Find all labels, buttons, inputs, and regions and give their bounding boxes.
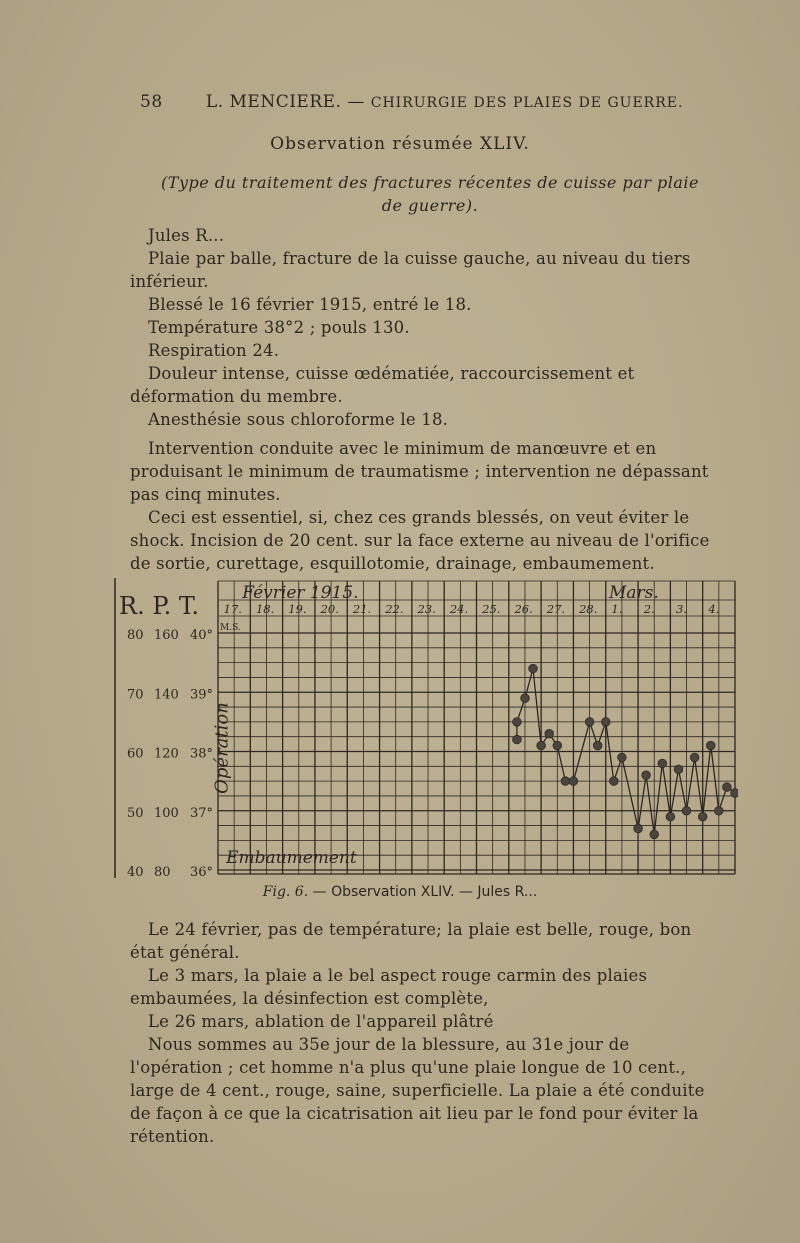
shock-paragraph: Ceci est essentiel, si, chez ces grands blessés, on veut éviter le shock. Incision de 20 cent. sur la face externe au niveau de l'orifice de sortie, curettage, esquillotomie, drainage, embaumement.: [130, 508, 710, 573]
row-label-p: 100: [154, 805, 179, 821]
day-label: 23.: [417, 602, 436, 616]
data-point: [658, 759, 667, 768]
followup-mar26: Le 26 mars, ablation de l'appareil plâtré: [148, 1012, 494, 1031]
row-label-r: 70: [127, 687, 144, 703]
day-label: 18.: [255, 602, 275, 616]
axis-header: R. P. T.: [119, 592, 199, 620]
annotation-operation: Opération: [211, 702, 233, 794]
case-injured: Blessé le 16 février 1915, entré le 18.: [148, 295, 472, 314]
day-label: 21.: [352, 602, 372, 616]
day-label: 26.: [514, 602, 533, 616]
data-point: [698, 812, 707, 821]
day-label: 22.: [385, 602, 404, 616]
data-point: [569, 777, 578, 786]
row-label-t: 40°: [190, 628, 214, 643]
followup-mar3: Le 3 mars, la plaie a le bel aspect rouge carmin des plaies embaumées, la désinfection est complète,: [130, 966, 648, 1008]
data-point: [545, 729, 554, 738]
data-point: [674, 765, 683, 774]
data-point: [618, 753, 627, 762]
row-label-r: 80: [127, 628, 144, 643]
case-temperature: Température 38°2 ; pouls 130.: [148, 318, 410, 337]
data-point: [593, 741, 602, 750]
row-label-p: 120: [154, 746, 179, 762]
data-point: [553, 741, 562, 750]
data-point: [666, 812, 675, 821]
data-point: [537, 741, 546, 750]
day-label: 20.: [320, 602, 339, 616]
day-label: 27.: [546, 602, 566, 616]
temperature-chart: [113, 578, 738, 878]
data-point: [513, 718, 522, 727]
row-label-t: 37°: [190, 805, 214, 821]
data-point: [529, 664, 538, 673]
row-label-p: 140: [154, 687, 179, 703]
case-patient: Jules R...: [148, 226, 225, 245]
data-point: [602, 718, 611, 727]
data-point: [690, 753, 699, 762]
day-label: 17.: [223, 602, 242, 616]
month-label-march: Mars.: [608, 583, 659, 603]
row-label-r: 60: [127, 746, 144, 762]
data-point: [707, 741, 716, 750]
data-point: [610, 777, 619, 786]
figure-caption-text: — Observation XLIV. — Jules R...: [312, 884, 538, 900]
row-label-r: 50: [127, 805, 144, 821]
data-point: [715, 807, 724, 816]
day-label: 2.: [643, 602, 655, 616]
day-label: 1.: [611, 602, 623, 616]
data-point: [723, 783, 732, 792]
day-label: 3.: [676, 602, 688, 616]
case-anesthesia: Anesthésie sous chloroforme le 18.: [148, 410, 449, 429]
subtitle: (Type du traitement des fractures récentes de cuisse par plaie de guerre).: [161, 173, 699, 215]
data-point: [731, 789, 738, 798]
day-label: 28.: [579, 602, 598, 616]
page-number: 58: [140, 92, 163, 112]
running-title: CHIRURGIE DES PLAIES DE GUERRE.: [370, 95, 684, 111]
data-point: [642, 771, 651, 780]
annotation-embaumement: Embaumement: [226, 848, 357, 868]
ms-label: M.S.: [220, 623, 241, 633]
figure-label: Fig. 6.: [262, 884, 309, 900]
month-label-february: Février 1915.: [242, 583, 359, 603]
data-point: [682, 807, 691, 816]
data-point: [513, 735, 522, 744]
day-label: 19.: [288, 602, 307, 616]
case-wound: Plaie par balle, fracture de la cuisse gauche, au niveau du tiers inférieur.: [130, 249, 691, 291]
row-label-t: 39°: [190, 687, 214, 703]
day-label: 25.: [482, 602, 501, 616]
case-pain: Douleur intense, cuisse œdématiée, raccourcissement et déformation du membre.: [130, 364, 635, 406]
data-point: [521, 694, 530, 703]
row-label-r: 40: [127, 865, 144, 878]
data-point: [634, 824, 643, 833]
data-point: [585, 718, 594, 727]
day-label: 24.: [449, 602, 469, 616]
data-point: [650, 830, 659, 839]
followup-feb24: Le 24 février, pas de température; la plaie est belle, rouge, bon état général.: [130, 920, 692, 962]
followup-summary: Nous sommes au 35e jour de la blessure, au 31e jour de l'opération ; cet homme n'a plus qu'une plaie longue de 10 cent., large de 4 cent., rouge, saine, superficielle. La plaie a été conduite de façon à ce que la cicatrisation ait lieu par le fond pour éviter la rétention.: [130, 1035, 705, 1146]
intervention-paragraph: Intervention conduite avec le minimum de manœuvre et en produisant le minimum de traumatisme ; intervention ne dépassant pas cinq minutes.: [130, 439, 709, 504]
author: L. MENCIERE. —: [205, 92, 365, 112]
chart-svg: [113, 578, 738, 878]
running-header: [140, 92, 684, 112]
case-respiration: Respiration 24.: [148, 341, 280, 360]
data-point: [561, 777, 570, 786]
row-label-t: 38°: [190, 746, 214, 762]
row-label-p: 80: [154, 865, 171, 878]
observation-title: Observation résumée XLIV.: [270, 134, 530, 154]
row-label-p: 160: [154, 628, 179, 643]
day-label: 4.: [708, 602, 720, 616]
figure-caption: [0, 884, 800, 900]
row-label-t: 36°: [190, 865, 214, 878]
